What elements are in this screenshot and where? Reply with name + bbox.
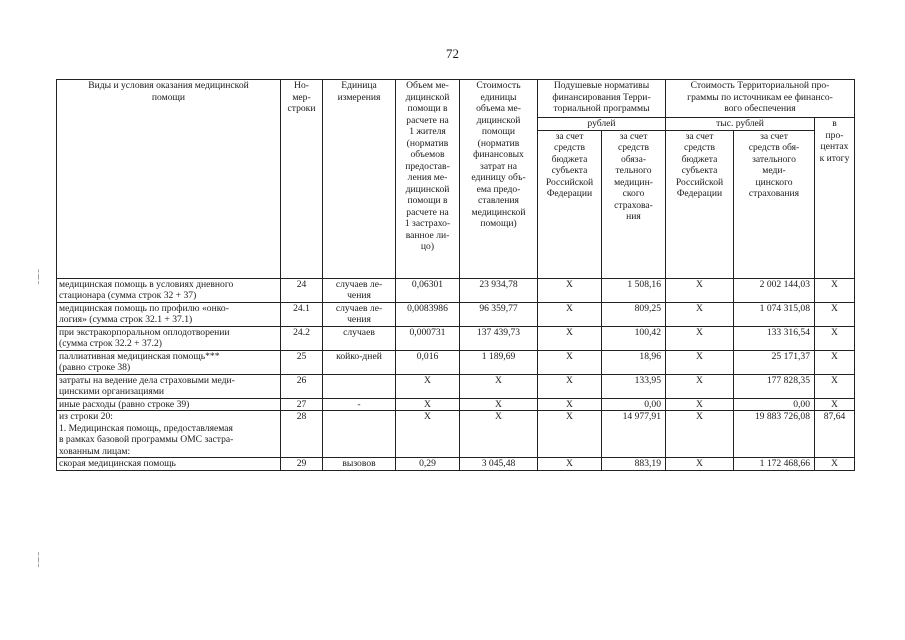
row-volume: X [396,374,460,398]
header-unit: Единица измерения [323,80,396,279]
row-number: 25 [281,350,323,374]
row-percent: X [815,458,855,471]
row-cost: X [460,411,538,458]
row-name: из строки 20: 1. Медицинская помощь, предоставляемая в рамках базовой программы ОМС застра- хованным лицам: [57,411,281,458]
row-name: медицинская помощь в условиях дневного стационара (сумма строк 32 + 37) [57,278,281,302]
row-volume: 0,06301 [396,278,460,302]
row-budget-rub: X [538,350,602,374]
row-cost: X [460,398,538,411]
row-percent: X [815,350,855,374]
row-volume: X [396,398,460,411]
row-cost: X [460,374,538,398]
table-row [57,398,855,411]
row-cost: 3 045,48 [460,458,538,471]
table-row [57,350,855,374]
row-number: 24.2 [281,326,323,350]
header-cost: Стоимость единицы объема ме- дицинской помощи (норматив финансовых затрат на единицу объ- ема предо- ставления медицинской помощи) [460,80,538,279]
row-number: 26 [281,374,323,398]
row-cost: 23 934,78 [460,278,538,302]
table-row [57,326,855,350]
row-unit [323,411,396,458]
row-oms-thousand: 1 172 468,66 [734,458,815,471]
row-budget-thousand: X [666,458,734,471]
row-oms-thousand: 19 883 726,08 [734,411,815,458]
table-row [57,458,855,471]
row-percent: X [815,302,855,326]
table-row [57,374,855,398]
table-row [57,278,855,302]
row-percent: X [815,278,855,302]
row-oms-rub: 883,19 [602,458,666,471]
row-unit: - [323,398,396,411]
row-oms-thousand: 0,00 [734,398,815,411]
row-unit: койко-дней [323,350,396,374]
header-row-number: Но- мер- строки [281,80,323,279]
row-oms-rub: 18,96 [602,350,666,374]
row-number: 24 [281,278,323,302]
row-budget-rub: X [538,302,602,326]
row-percent: X [815,398,855,411]
row-unit [323,374,396,398]
row-unit: случаев ле- чения [323,278,396,302]
row-budget-thousand: X [666,302,734,326]
row-percent: X [815,374,855,398]
row-oms-rub: 0,00 [602,398,666,411]
row-oms-rub: 14 977,91 [602,411,666,458]
row-number: 24.1 [281,302,323,326]
row-oms-thousand: 25 171,37 [734,350,815,374]
row-name: при экстракорпоральном оплодотворении (сумма строк 32.2 + 37.2) [57,326,281,350]
margin-tick: ╎ ╎ [36,269,41,285]
table-row [57,411,855,458]
header-volume: Объем ме- дицинской помощи в расчете на 1 жителя (норматив объемов предостав- ления ме- дицинской помощи в расчете на 1 застрахо- ванное ли- цо) [396,80,460,279]
row-name: скорая медицинская помощь [57,458,281,471]
header-oms-thousand: за счет средств обя- зательного меди- цинского страхования [734,130,815,278]
row-oms-rub: 1 508,16 [602,278,666,302]
row-oms-thousand: 133 316,54 [734,326,815,350]
margin-tick: ╎ ╎ [36,552,41,568]
row-number: 29 [281,458,323,471]
row-oms-rub: 809,25 [602,302,666,326]
page-number: 72 [446,46,459,61]
header-territorial-cost: Стоимость Территориальной про- граммы по источникам ее финансо- вого обеспечения [666,80,855,118]
row-percent: 87,64 [815,411,855,458]
row-budget-rub: X [538,374,602,398]
row-budget-rub: X [538,411,602,458]
row-budget-rub: X [538,398,602,411]
row-budget-thousand: X [666,350,734,374]
header-budget-rub: за счет средств бюджета субъекта Российской Федерации [538,130,602,278]
row-cost: 137 439,73 [460,326,538,350]
row-budget-rub: X [538,278,602,302]
row-oms-thousand: 1 074 315,08 [734,302,815,326]
row-budget-thousand: X [666,398,734,411]
header-percent: в про- центах к итогу [815,118,855,279]
row-budget-thousand: X [666,278,734,302]
row-cost: 1 189,69 [460,350,538,374]
row-oms-rub: 133,95 [602,374,666,398]
header-kind: Виды и условия оказания медицинской помощи [57,80,281,279]
row-budget-rub: X [538,326,602,350]
row-oms-rub: 100,42 [602,326,666,350]
row-unit: вызовов [323,458,396,471]
header-budget-thousand: за счет средств бюджета субъекта Российской Федерации [666,130,734,278]
row-budget-rub: X [538,458,602,471]
row-budget-thousand: X [666,326,734,350]
row-volume: X [396,411,460,458]
row-cost: 96 359,77 [460,302,538,326]
row-number: 27 [281,398,323,411]
row-budget-thousand: X [666,411,734,458]
table-row [57,302,855,326]
row-volume: 0,000731 [396,326,460,350]
header-rubles: рублей [538,118,666,131]
row-unit: случаев ле- чения [323,302,396,326]
row-volume: 0,016 [396,350,460,374]
row-oms-thousand: 177 828,35 [734,374,815,398]
header-thousand-rubles: тыс. рублей [666,118,815,131]
header-oms-rub: за счет средств обяза- тельного медицин- ского страхова- ния [602,130,666,278]
row-volume: 0,29 [396,458,460,471]
territorial-program-cost-table [56,79,855,471]
row-name: затраты на ведение дела страховыми меди- цинскими организациями [57,374,281,398]
row-budget-thousand: X [666,374,734,398]
row-unit: случаев [323,326,396,350]
row-name: медицинская помощь по профилю «онко- логия» (сумма строк 32.1 + 37.1) [57,302,281,326]
header-per-capita: Подушевые нормативы финансирования Терри- ториальной программы [538,80,666,118]
row-name: иные расходы (равно строке 39) [57,398,281,411]
row-name: паллиативная медицинская помощь*** (равно строке 38) [57,350,281,374]
row-percent: X [815,326,855,350]
row-oms-thousand: 2 002 144,03 [734,278,815,302]
row-number: 28 [281,411,323,458]
row-volume: 0,0083986 [396,302,460,326]
